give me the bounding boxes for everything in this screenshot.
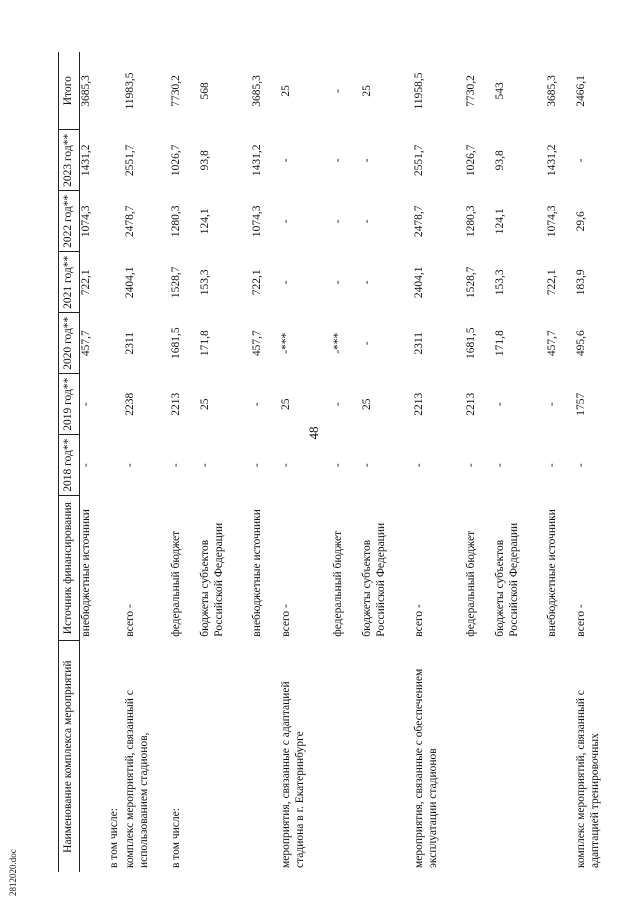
- row-value: [108, 313, 124, 374]
- row-source: бюджеты субъектов Российской Федерации: [199, 522, 226, 637]
- row-name: в том числе:: [108, 808, 121, 868]
- row-name: [251, 641, 280, 872]
- row-value: -: [332, 402, 345, 407]
- row-value: -: [575, 463, 588, 468]
- row-value: 1681,5: [170, 327, 183, 360]
- page-number: 48: [306, 426, 321, 440]
- row-value: -: [361, 463, 374, 468]
- row-name: в том числе:: [170, 808, 183, 868]
- row-value: 124,1: [494, 208, 507, 235]
- row-value: 2213: [465, 392, 478, 416]
- row-value: -: [494, 463, 507, 468]
- row-name: [361, 641, 413, 872]
- row-value: 1280,3: [170, 205, 183, 238]
- row-value: 1528,7: [465, 266, 478, 299]
- row-value: -: [79, 463, 92, 468]
- row-value: -: [251, 402, 264, 407]
- row-value: 1026,7: [465, 144, 478, 177]
- row-name: комплекс мероприятий, связанный с адаптацией тренировочных: [575, 690, 602, 868]
- row-value: [108, 252, 124, 313]
- row-value: -: [361, 158, 374, 163]
- row-value: 171,8: [199, 330, 212, 357]
- row-source: [108, 496, 124, 641]
- header-2019: 2019 год**: [59, 374, 80, 435]
- row-value: 722,1: [251, 269, 264, 296]
- row-source: внебюджетные источники: [546, 509, 559, 637]
- row-value: -: [494, 402, 507, 407]
- row-value: -: [546, 402, 559, 407]
- header-2021: 2021 год**: [59, 252, 80, 313]
- row-value: 2551,7: [413, 144, 426, 177]
- row-total: -: [332, 89, 345, 93]
- table-row: [413, 52, 465, 872]
- row-value: -: [332, 280, 345, 285]
- row-source: федеральный бюджет: [170, 530, 183, 637]
- row-value: -: [251, 463, 264, 468]
- row-total: [108, 52, 124, 130]
- row-total: 11958,5: [413, 72, 426, 110]
- file-footer: 2812020.doc: [8, 849, 18, 896]
- row-source: бюджеты субъектов Российской Федерации: [361, 522, 388, 637]
- table-row: [465, 52, 494, 872]
- row-source: федеральный бюджет: [465, 530, 478, 637]
- row-value: 1074,3: [251, 205, 264, 238]
- row-source: федеральный бюджет: [332, 530, 345, 637]
- table-row: [332, 52, 361, 872]
- row-value: 2404,1: [124, 266, 137, 299]
- row-total: 11983,5: [124, 72, 137, 110]
- table-row: [361, 52, 413, 872]
- row-value: -: [413, 463, 426, 468]
- row-name: комплекс мероприятий, связанный с использованием стадионов,: [124, 690, 151, 868]
- row-value: 722,1: [546, 269, 559, 296]
- row-value: 29,6: [575, 211, 588, 232]
- row-value: [108, 191, 124, 252]
- row-source: всего -: [280, 604, 293, 637]
- row-name: [79, 641, 108, 872]
- row-value: -: [332, 158, 345, 163]
- row-value: -: [280, 158, 293, 163]
- header-source: Источник финансирования: [59, 496, 80, 641]
- row-value: -: [361, 219, 374, 224]
- row-value: 457,7: [79, 330, 92, 357]
- row-value: -: [575, 158, 588, 163]
- row-total: 7730,2: [170, 75, 183, 107]
- row-value: 2213: [170, 392, 183, 416]
- row-value: 25: [280, 398, 293, 410]
- row-value: 153,3: [199, 269, 212, 296]
- header-name: Наименование комплекса мероприятий: [59, 641, 80, 872]
- row-value: 1431,2: [251, 144, 264, 177]
- row-source: всего -: [124, 604, 137, 637]
- table-row: [79, 52, 108, 872]
- row-total: 568: [199, 82, 212, 100]
- table-row: [108, 52, 124, 872]
- row-value: 722,1: [79, 269, 92, 296]
- row-source: бюджеты субъектов Российской Федерации: [494, 522, 521, 637]
- row-name: мероприятия, связанные с адаптацией стадиона в г. Екатеринбурге: [280, 681, 307, 868]
- rotated-table-stage: [58, 52, 613, 872]
- header-2020: 2020 год**: [59, 313, 80, 374]
- header-2022: 2022 год**: [59, 191, 80, 252]
- row-source: внебюджетные источники: [79, 509, 92, 637]
- row-value: -: [361, 280, 374, 285]
- row-value: 2404,1: [413, 266, 426, 299]
- row-value: 1431,2: [546, 144, 559, 177]
- row-value: 1074,3: [546, 205, 559, 238]
- table-row: [280, 52, 332, 872]
- row-source: всего -: [575, 604, 588, 637]
- row-value: 153,3: [494, 269, 507, 296]
- row-value: 2551,7: [124, 144, 137, 177]
- row-value: 1026,7: [170, 144, 183, 177]
- row-value: -: [546, 463, 559, 468]
- row-value: -: [361, 341, 374, 346]
- row-name: [465, 641, 494, 872]
- row-value: -: [124, 463, 137, 468]
- row-value: 1280,3: [465, 205, 478, 238]
- row-value: -: [199, 463, 212, 468]
- row-value: -: [280, 219, 293, 224]
- row-value: 25: [199, 398, 212, 410]
- row-value: 1431,2: [79, 144, 92, 177]
- funding-table: [58, 52, 621, 872]
- table-row: [575, 52, 621, 872]
- table-body: [79, 52, 621, 872]
- row-value: -: [79, 402, 92, 407]
- row-value: 171,8: [494, 330, 507, 357]
- row-value: 183,9: [575, 269, 588, 296]
- row-total: 2466,1: [575, 75, 588, 107]
- row-total: 25: [361, 85, 374, 97]
- row-value: 2213: [413, 392, 426, 416]
- row-value: 2238: [124, 392, 137, 416]
- row-source: всего -: [413, 604, 426, 637]
- row-value: 1681,5: [465, 327, 478, 360]
- row-value: 457,7: [546, 330, 559, 357]
- row-value: 2478,7: [124, 205, 137, 238]
- header-total: Итого: [59, 52, 80, 130]
- row-value: 1528,7: [170, 266, 183, 299]
- table-row: [546, 52, 575, 872]
- table-header-row: [59, 52, 80, 872]
- row-total: 3685,3: [251, 75, 264, 107]
- row-value: -: [280, 463, 293, 468]
- row-name: [332, 641, 361, 872]
- table-row: [124, 52, 170, 872]
- table-row: [494, 52, 546, 872]
- row-value: 1074,3: [79, 205, 92, 238]
- table-row: [199, 52, 251, 872]
- row-value: 2478,7: [413, 205, 426, 238]
- row-value: 495,6: [575, 330, 588, 357]
- row-value: 93,8: [494, 150, 507, 171]
- row-total: 3685,3: [79, 75, 92, 107]
- row-name: [546, 641, 575, 872]
- row-value: 2311: [124, 331, 137, 355]
- row-value: -***: [332, 332, 345, 354]
- row-value: -: [332, 463, 345, 468]
- row-value: [108, 435, 124, 496]
- header-2018: 2018 год**: [59, 435, 80, 496]
- row-name: мероприятия, связанные с обеспечением эксплуатации стадионов: [413, 668, 440, 868]
- row-total: 7730,2: [465, 75, 478, 107]
- row-value: -: [465, 463, 478, 468]
- row-value: 93,8: [199, 150, 212, 171]
- row-value: -: [332, 219, 345, 224]
- row-value: 457,7: [251, 330, 264, 357]
- row-value: [108, 130, 124, 191]
- row-value: -: [170, 463, 183, 468]
- row-total: 543: [494, 82, 507, 100]
- row-value: -: [280, 280, 293, 285]
- row-name: [199, 641, 251, 872]
- table-row: [170, 52, 199, 872]
- table-row: [251, 52, 280, 872]
- row-source: внебюджетные источники: [251, 509, 264, 637]
- row-total: 25: [280, 85, 293, 97]
- row-value: 1757: [575, 392, 588, 416]
- row-name: [494, 641, 546, 872]
- row-value: [108, 374, 124, 435]
- row-value: 2311: [413, 331, 426, 355]
- header-2023: 2023 год**: [59, 130, 80, 191]
- row-total: 3685,3: [546, 75, 559, 107]
- row-value: 124,1: [199, 208, 212, 235]
- row-value: -***: [280, 332, 293, 354]
- row-value: 25: [361, 398, 374, 410]
